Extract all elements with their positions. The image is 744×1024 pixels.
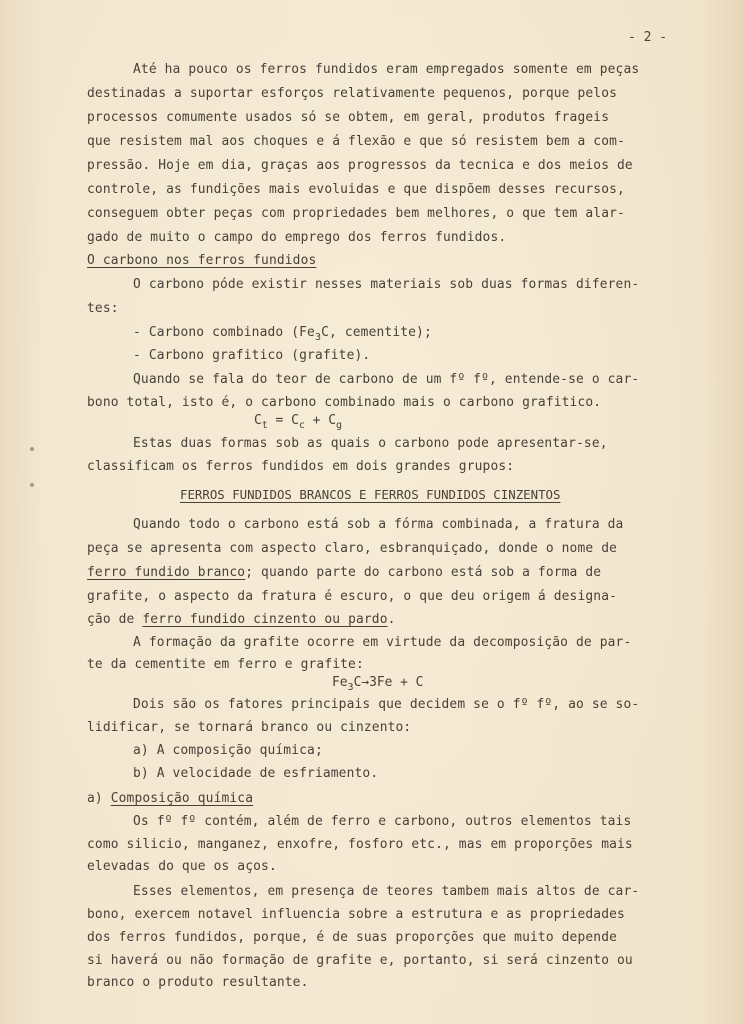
text-line: tes:	[87, 301, 119, 316]
text-line: grafite, o aspecto da fratura é escuro, o que deu origem á designa-	[87, 589, 618, 604]
text-line: Quando se fala do teor de carbono de um fº fº, entende-se o car-	[133, 372, 640, 387]
text-line: controle, as fundições mais evoluidas e que dispõem desses recursos,	[87, 182, 625, 197]
text-line: que resistem mal aos choques e á flexão e que só resistem bem a com-	[87, 134, 625, 149]
subscript: 3	[314, 332, 322, 343]
text-line: te da cementite em ferro e grafite:	[87, 657, 364, 672]
section-heading-composition	[87, 791, 253, 807]
text-line	[87, 612, 396, 628]
text-line: classificam os ferros fundidos em dois grandes grupos:	[87, 459, 515, 474]
text-line: lidificar, se tornará branco ou cinzento:	[87, 720, 412, 735]
punch-mark	[30, 483, 34, 487]
formula-operator: +	[304, 413, 329, 428]
text-span: .	[387, 612, 396, 627]
formula-term: C	[328, 413, 336, 428]
text-line: bono total, isto é, o carbono combinado mais o carbono grafitico.	[87, 395, 602, 410]
text-line: como silicio, manganez, enxofre, fosforo etc., mas em proporções mais	[87, 837, 633, 852]
decomposition-reaction	[332, 675, 423, 691]
list-item-graphitic-carbon: - Carbono grafitico (grafite).	[133, 348, 371, 363]
formula-term: 3Fe + C	[369, 675, 424, 690]
term-white-cast-iron: ferro fundido branco	[87, 565, 246, 580]
subscript: g	[335, 420, 342, 431]
formula-term: C	[291, 413, 299, 428]
text-line: gado de muito o campo do emprego dos ferros fundidos.	[87, 230, 507, 245]
text-line: elevadas do que os aços.	[87, 859, 277, 874]
formula-operator: =	[267, 413, 292, 428]
text-line: Os fº fº contém, além de ferro e carbono, outros elementos tais	[133, 814, 632, 829]
term-gray-cast-iron: ferro fundido cinzento ou pardo	[142, 612, 388, 627]
text-line: Estas duas formas sob as quais o carbono pode apresentar-se,	[133, 436, 608, 451]
text-line: bono, exercem notavel influencia sobre a estrutura e as propriedades	[87, 907, 625, 922]
formula-term: C	[254, 413, 262, 428]
text-line: Quando todo o carbono está sob a fórma combinada, a fratura da	[133, 517, 624, 532]
text-span: C, cementite);	[321, 325, 432, 340]
text-line: O carbono póde existir nesses materiais sob duas formas diferen-	[133, 277, 640, 292]
list-item-combined-carbon	[133, 325, 432, 341]
text-line: Esses elementos, em presença de teores tambem mais altos de car-	[133, 884, 640, 899]
subscript: t	[261, 420, 268, 431]
text-span: - Carbono combinado (Fe	[133, 325, 315, 340]
arrow-icon: →	[361, 675, 370, 690]
text-span: a)	[87, 791, 111, 806]
text-line: Até ha pouco os ferros fundidos eram empregados somente em peças	[133, 62, 640, 77]
section-heading-carbon: O carbono nos ferros fundidos	[87, 253, 317, 268]
factor-item: a) A composição química;	[133, 743, 323, 758]
text-line: destinadas a suportar esforços relativamente pequenos, porque pelos	[87, 86, 618, 101]
factor-item: b) A velocidade de esfriamento.	[133, 766, 379, 781]
subscript: c	[298, 420, 305, 431]
page-number: - 2 -	[628, 30, 668, 45]
punch-mark	[30, 447, 34, 451]
text-line: dos ferros fundidos, porque, é de suas proporções que muito depende	[87, 930, 618, 945]
formula-term: C	[353, 675, 362, 690]
subscript: 3	[347, 682, 354, 693]
text-line: Dois são os fatores principais que decidem se o fº fº, ao se so-	[133, 697, 640, 712]
text-line: processos comumente usados só se obtem, em geral, produtos frageis	[87, 110, 610, 125]
text-line: peça se apresenta com aspecto claro, esbranquiçado, donde o nome de	[87, 541, 618, 556]
section-heading-groups: FERROS FUNDIDOS BRANCOS E FERROS FUNDIDOS CINZENTOS	[180, 487, 561, 502]
text-line: si haverá ou não formação de grafite e, portanto, si será cinzento ou	[87, 953, 633, 968]
text-line: pressão. Hoje em dia, graças aos progressos da tecnica e dos meios de	[87, 158, 633, 173]
carbon-formula	[254, 413, 342, 429]
text-line: branco o produto resultante.	[87, 975, 309, 990]
formula-term: Fe	[332, 675, 348, 690]
text-line: A formação da grafite ocorre em virtude da decomposição de par-	[133, 635, 632, 650]
heading-text: Composição química	[110, 791, 254, 806]
text-line: conseguem obter peças com propriedades bem melhores, o que tem alar-	[87, 206, 625, 221]
text-span: ; quando parte do carbono está sob a forma de	[245, 565, 602, 580]
text-line	[87, 565, 601, 581]
text-span: ção de	[87, 612, 143, 627]
